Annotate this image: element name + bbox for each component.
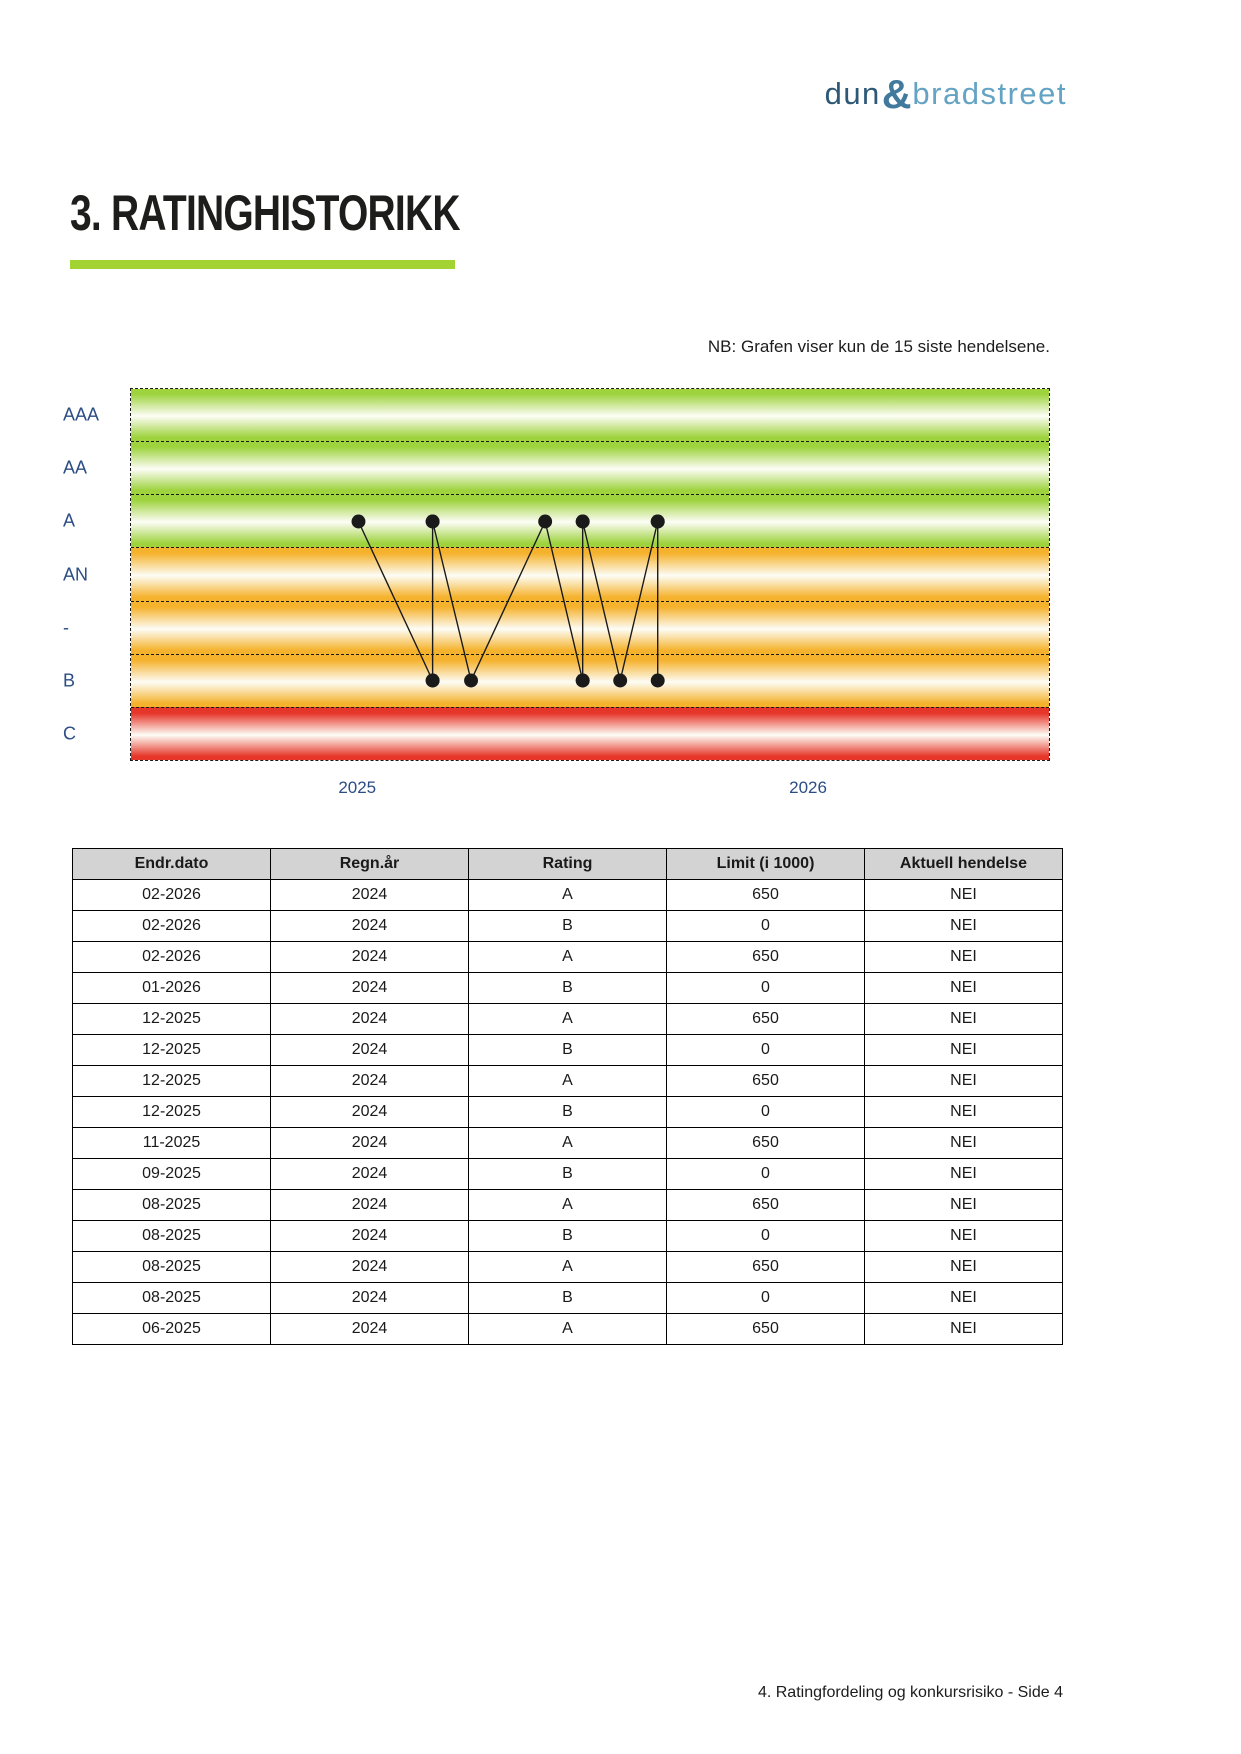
table-cell: A	[469, 1066, 667, 1097]
table-cell: B	[469, 973, 667, 1004]
table-cell: NEI	[865, 942, 1063, 973]
rating-point-12-2025-b	[576, 674, 590, 688]
table-row	[73, 1159, 1063, 1190]
page-title: 3. RATINGHISTORIKK	[70, 185, 460, 241]
y-axis-label-b: B	[63, 670, 76, 691]
table-cell: 08-2025	[73, 1190, 271, 1221]
table-cell: NEI	[865, 880, 1063, 911]
table-cell: 01-2026	[73, 973, 271, 1004]
rating-point-01-2026-b	[613, 674, 627, 688]
rating-point-09-2025-b	[464, 674, 478, 688]
rating-point-02-2026-a	[651, 515, 665, 529]
table-row	[73, 1035, 1063, 1066]
table-cell: A	[469, 880, 667, 911]
table-cell: 2024	[271, 1252, 469, 1283]
table-cell: 650	[667, 1252, 865, 1283]
table-cell: 650	[667, 942, 865, 973]
table-cell: B	[469, 911, 667, 942]
table-cell: 650	[667, 1190, 865, 1221]
y-axis-label-aa: AA	[63, 457, 88, 478]
table-cell: NEI	[865, 1221, 1063, 1252]
x-axis-label-2025: 2025	[338, 778, 377, 797]
page-footer: 4. Ratingfordeling og konkursrisiko - Side 4	[757, 1684, 1063, 1701]
table-row	[73, 1221, 1063, 1252]
rating-point-02-2026-b	[651, 674, 665, 688]
table-cell: 2024	[271, 1035, 469, 1066]
table-cell: A	[469, 1128, 667, 1159]
table-cell: B	[469, 1097, 667, 1128]
table-cell: 2024	[271, 1221, 469, 1252]
table-cell: 0	[667, 1159, 865, 1190]
column-header: Rating	[469, 849, 667, 880]
y-axis-label-dash: -	[63, 617, 69, 638]
table-body	[73, 880, 1063, 1345]
x-axis-label-2026: 2026	[789, 778, 827, 797]
table-cell: 2024	[271, 1097, 469, 1128]
y-axis-label-a: A	[63, 510, 76, 531]
column-header: Regn.år	[271, 849, 469, 880]
table-row	[73, 1252, 1063, 1283]
column-header: Endr.dato	[73, 849, 271, 880]
table-cell: NEI	[865, 1035, 1063, 1066]
table-row	[73, 1283, 1063, 1314]
table-cell: B	[469, 1159, 667, 1190]
table-cell: 12-2025	[73, 1004, 271, 1035]
table-cell: 02-2026	[73, 911, 271, 942]
table-cell: 2024	[271, 1128, 469, 1159]
table-cell: B	[469, 1035, 667, 1066]
y-axis-label-aaa: AAA	[63, 404, 100, 425]
y-axis-label-c: C	[63, 723, 76, 744]
table-row	[73, 880, 1063, 911]
dun-bradstreet-logo	[825, 70, 1067, 119]
table-cell: B	[469, 1221, 667, 1252]
table-cell: B	[469, 1283, 667, 1314]
table-row	[73, 973, 1063, 1004]
table-cell: NEI	[865, 1314, 1063, 1345]
rating-series-line	[131, 389, 1049, 760]
rating-point-12-2025-a	[576, 515, 590, 529]
table-row	[73, 1004, 1063, 1035]
table-cell: 650	[667, 1314, 865, 1345]
table-cell: 09-2025	[73, 1159, 271, 1190]
y-axis-label-an: AN	[63, 564, 89, 584]
logo-ampersand-icon: &	[881, 71, 912, 117]
table-cell: 08-2025	[73, 1252, 271, 1283]
chart-plot-area	[130, 388, 1050, 761]
table-row	[73, 911, 1063, 942]
table-cell: NEI	[865, 1283, 1063, 1314]
column-header: Limit (i 1000)	[667, 849, 865, 880]
table-cell: NEI	[865, 1159, 1063, 1190]
logo-text-dun: dun	[824, 76, 881, 111]
table-cell: 0	[667, 1221, 865, 1252]
table-cell: 12-2025	[73, 1097, 271, 1128]
table-cell: 650	[667, 1004, 865, 1035]
table-cell: NEI	[865, 1128, 1063, 1159]
table-cell: 2024	[271, 1314, 469, 1345]
rating-point-08-2025-b	[426, 674, 440, 688]
table-cell: NEI	[865, 1004, 1063, 1035]
table-row	[73, 1190, 1063, 1221]
table-row	[73, 942, 1063, 973]
table-cell: 650	[667, 880, 865, 911]
table-cell: 2024	[271, 942, 469, 973]
table-cell: NEI	[865, 1066, 1063, 1097]
table-cell: 0	[667, 1283, 865, 1314]
table-cell: NEI	[865, 1190, 1063, 1221]
table-cell: 2024	[271, 1190, 469, 1221]
table-row	[73, 1097, 1063, 1128]
table-cell: 02-2026	[73, 880, 271, 911]
table-cell: A	[469, 1314, 667, 1345]
table-cell: NEI	[865, 911, 1063, 942]
table-cell: 2024	[271, 1283, 469, 1314]
table-cell: 0	[667, 1097, 865, 1128]
table-cell: 2024	[271, 1159, 469, 1190]
table-cell: 02-2026	[73, 942, 271, 973]
column-header: Aktuell hendelse	[865, 849, 1063, 880]
table-cell: 650	[667, 1128, 865, 1159]
table-cell: 2024	[271, 1066, 469, 1097]
table-cell: 11-2025	[73, 1128, 271, 1159]
logo-text-bradstreet: bradstreet	[912, 76, 1067, 111]
table-cell: A	[469, 1252, 667, 1283]
table-cell: NEI	[865, 973, 1063, 1004]
table-cell: 08-2025	[73, 1283, 271, 1314]
rating-history-chart	[63, 388, 1050, 797]
table-row	[73, 1066, 1063, 1097]
rating-point-06-2025-a	[352, 515, 366, 529]
rating-point-11-2025-a	[538, 515, 552, 529]
table-row	[73, 1314, 1063, 1345]
table-cell: 650	[667, 1066, 865, 1097]
table-header-row	[73, 849, 1063, 880]
table-cell: NEI	[865, 1252, 1063, 1283]
table-cell: 12-2025	[73, 1066, 271, 1097]
table-cell: 12-2025	[73, 1035, 271, 1066]
table-cell: A	[469, 1004, 667, 1035]
table-cell: 0	[667, 911, 865, 942]
title-underline-bar	[70, 260, 455, 269]
table-cell: 0	[667, 973, 865, 1004]
table-cell: A	[469, 1190, 667, 1221]
table-cell: 08-2025	[73, 1221, 271, 1252]
table-cell: A	[469, 942, 667, 973]
table-cell: 06-2025	[73, 1314, 271, 1345]
table-cell: NEI	[865, 1097, 1063, 1128]
table-cell: 2024	[271, 880, 469, 911]
rating-history-table	[72, 848, 1063, 1345]
table-cell: 2024	[271, 911, 469, 942]
table-cell: 2024	[271, 1004, 469, 1035]
chart-note: NB: Grafen viser kun de 15 siste hendelsene.	[707, 337, 1050, 356]
table-cell: 0	[667, 1035, 865, 1066]
table-cell: 2024	[271, 973, 469, 1004]
rating-point-08-2025-a	[426, 515, 440, 529]
table-row	[73, 1128, 1063, 1159]
